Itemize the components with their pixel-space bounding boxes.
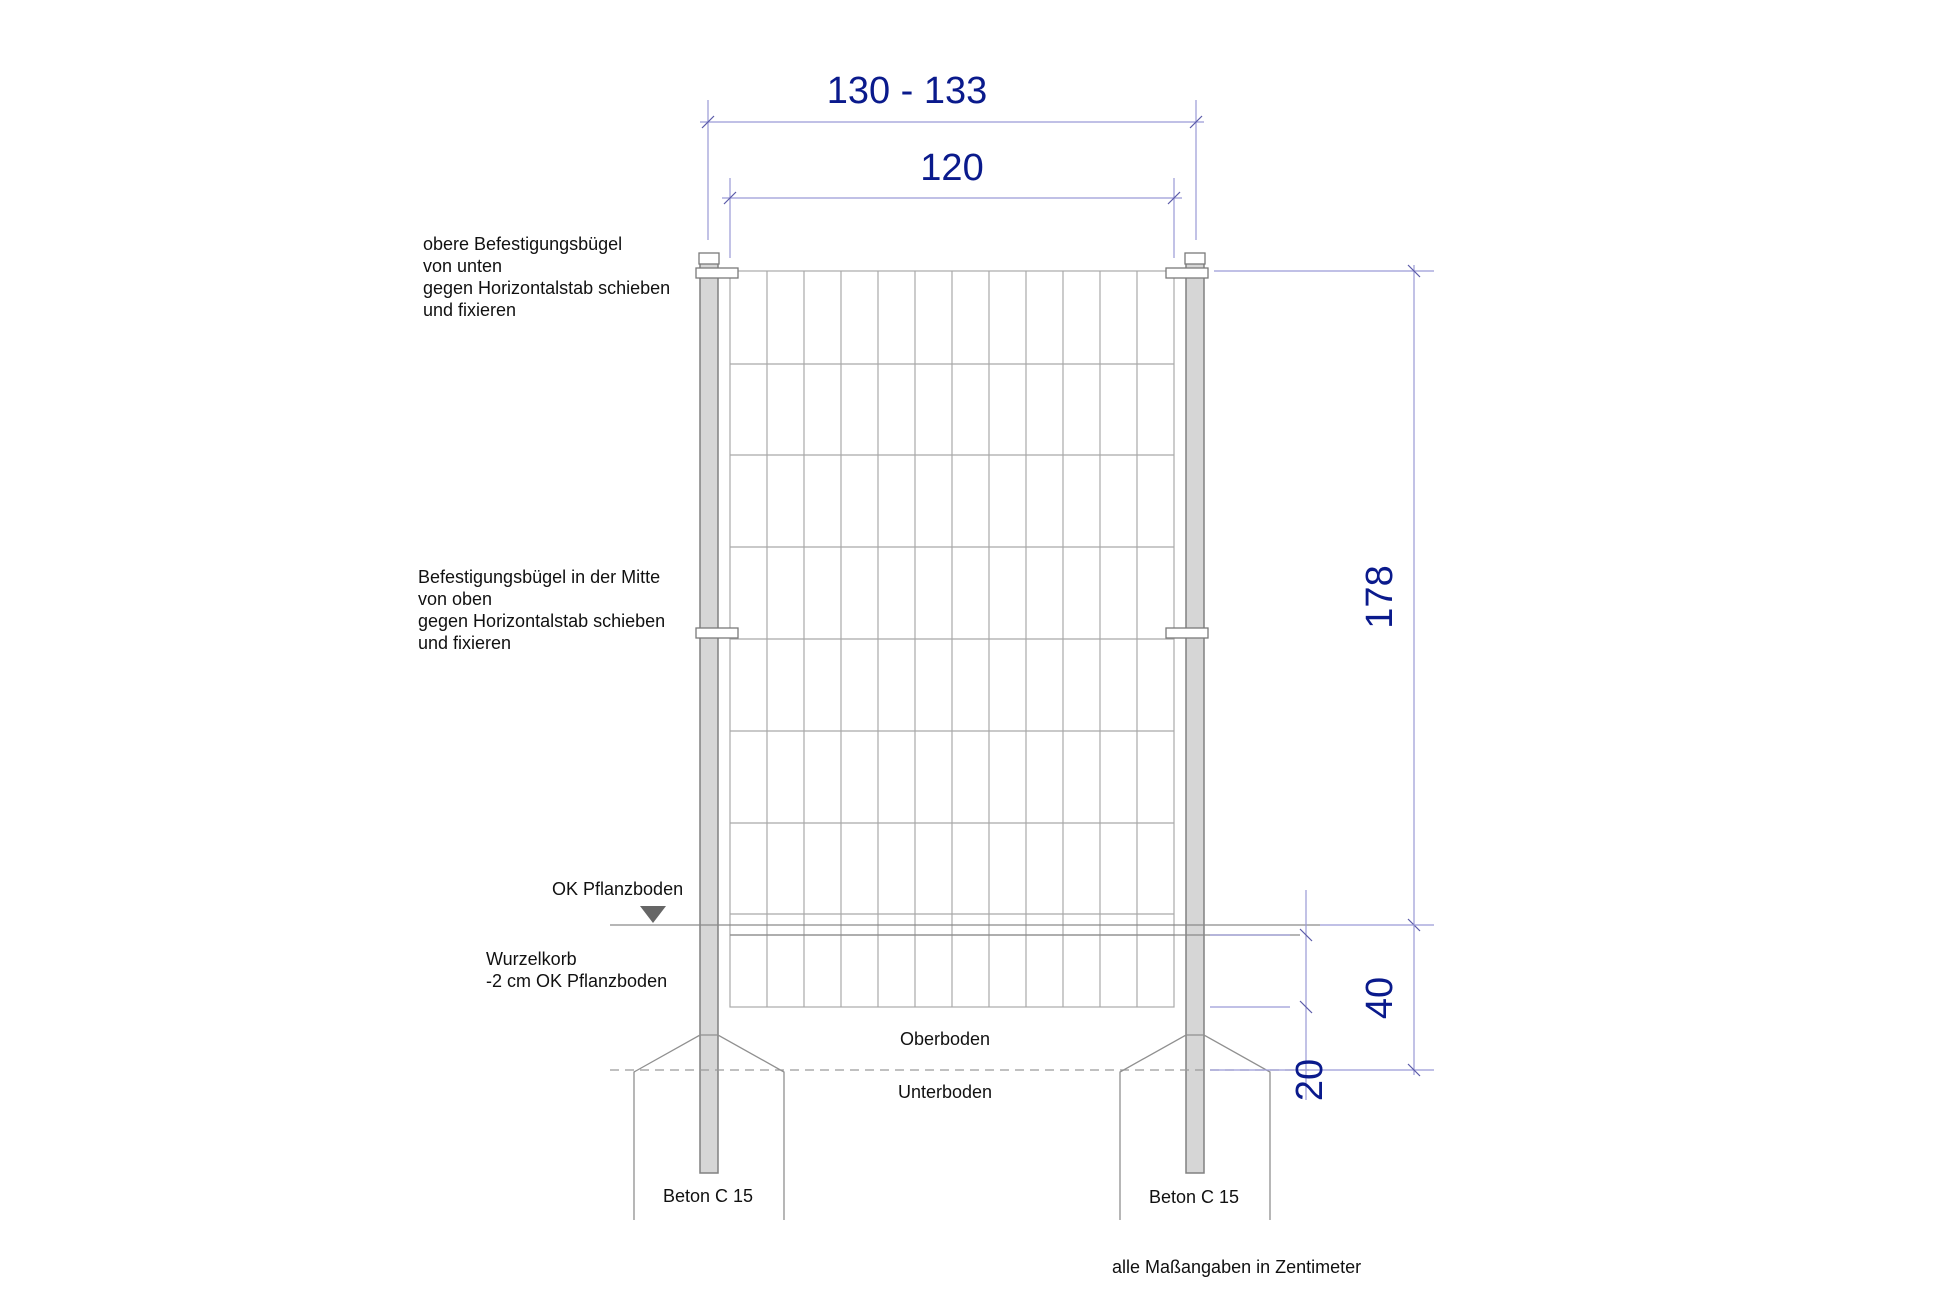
top-clamp-note-line: und fixieren xyxy=(423,300,517,320)
top-clamp-note-line: gegen Horizontalstab schieben xyxy=(423,278,671,298)
left-post-cap xyxy=(699,253,719,264)
root-barrier-note xyxy=(486,949,667,991)
middle-clamp-note-line: Befestigungsbügel in der Mitte xyxy=(418,567,661,587)
top-clamp-note xyxy=(423,234,675,320)
top-clamp-right xyxy=(1166,268,1208,278)
panel-width-label: 120 xyxy=(920,147,984,189)
top-clamp-note-line: von unten xyxy=(423,256,503,276)
middle-clamp-note xyxy=(418,567,670,653)
left-post xyxy=(700,263,718,1173)
middle-clamp-right xyxy=(1166,628,1208,638)
mesh-panel xyxy=(730,271,1174,1007)
top-clamp-note-line: obere Befestigungsbügel xyxy=(423,234,623,254)
concrete-right-label: Beton C 15 xyxy=(1148,1187,1240,1207)
height-label: 178 xyxy=(1359,565,1401,629)
panel-width-dimension xyxy=(722,147,1182,258)
topsoil-label: Oberboden xyxy=(899,1029,991,1049)
ground-level-label: OK Pflanzboden xyxy=(552,879,684,899)
root-barrier-note-line: -2 cm OK Pflanzboden xyxy=(486,971,668,991)
middle-clamp-note-line: von oben xyxy=(418,589,493,609)
middle-clamp-note-line: gegen Horizontalstab schieben xyxy=(418,611,666,631)
overall-width-label: 130 - 133 xyxy=(826,70,988,112)
depth-label: 40 xyxy=(1359,976,1401,1020)
concrete-depth-label: 20 xyxy=(1289,1058,1331,1102)
top-clamp-left xyxy=(696,268,738,278)
middle-clamp-note-line: und fixieren xyxy=(418,633,512,653)
units-note: alle Maßangaben in Zentimeter xyxy=(1112,1257,1362,1277)
root-barrier-note-line: Wurzelkorb xyxy=(486,949,577,969)
middle-clamp-left xyxy=(696,628,738,638)
depth-dimension xyxy=(1210,925,1434,1076)
right-post xyxy=(1186,263,1204,1173)
height-dimension xyxy=(1214,265,1434,1075)
concrete-left-label: Beton C 15 xyxy=(662,1186,754,1206)
subsoil-label: Unterboden xyxy=(897,1082,993,1102)
ground-level-marker-icon xyxy=(640,906,666,923)
right-post-cap xyxy=(1185,253,1205,264)
